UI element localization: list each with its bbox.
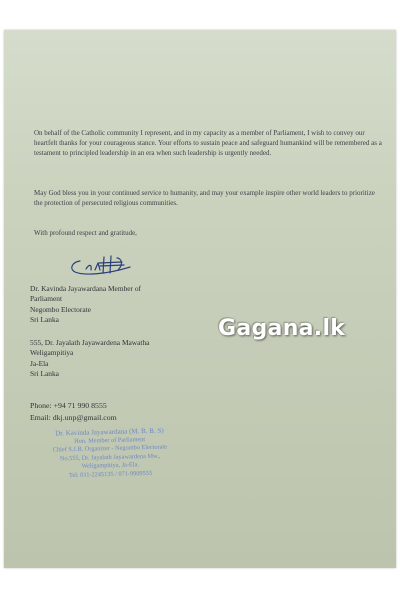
letter-closing: With profound respect and gratitude,: [34, 229, 137, 237]
stamp-line: Chief S.J.B. Organizer - Negombo Electorate: [52, 443, 168, 454]
stamp-line: Hon. Member of Parliament: [74, 435, 146, 445]
letter-paragraph-thanks: On behalf of the Catholic community I represent, and in my capacity as a member of Parliament, I wish to convey our heartfelt thanks for your courageous stance. Your efforts to sustain peace and safeguard humankind will be remembered as a testament to principled leadership in an era when such leadership is urgently needed.: [34, 129, 382, 158]
sender-name-line: Dr. Kavinda Jayawardana Member of: [30, 284, 142, 293]
sender-address-block: [30, 338, 149, 379]
sender-email: Email: dkj.unp@gmail.com: [30, 412, 117, 422]
letter-page: [4, 30, 396, 568]
sender-phone: Phone: +94 71 990 8555: [30, 401, 107, 410]
signature-icon: [66, 252, 138, 278]
address-line: 555, Dr. Jayalath Jayawardena Mawatha: [30, 338, 150, 347]
sender-name-block: [30, 284, 141, 325]
address-line: Ja-Ela: [30, 358, 49, 368]
stamp-line: Weligampitiya, Ja-Ela.: [81, 461, 140, 471]
sender-name-line: Sri Lanka: [30, 314, 59, 324]
sender-name-line: Parliament: [30, 294, 63, 304]
address-line: Sri Lanka: [30, 368, 59, 378]
stamp-line: Dr. Kavinda Jayawardana (M. B. B. S): [55, 426, 164, 438]
letter-paragraph-blessing: May God bless you in your continued service to humanity, and may your example inspire other world leaders to prioritize the protection of persecuted religious communities.: [34, 189, 375, 208]
official-stamp: [29, 426, 190, 482]
sender-name-line: Negombo Electorate: [30, 304, 91, 314]
address-line: Weligampitiya: [30, 348, 74, 358]
stamp-line: Tel: 011-2245135 / 071-9909555: [68, 469, 153, 480]
watermark-logo: Gagana.lk: [218, 316, 346, 341]
sender-contact-block: [30, 400, 117, 423]
stamp-line: No.555, Dr. Jayalath Jayawardena Mw.,: [59, 452, 161, 463]
